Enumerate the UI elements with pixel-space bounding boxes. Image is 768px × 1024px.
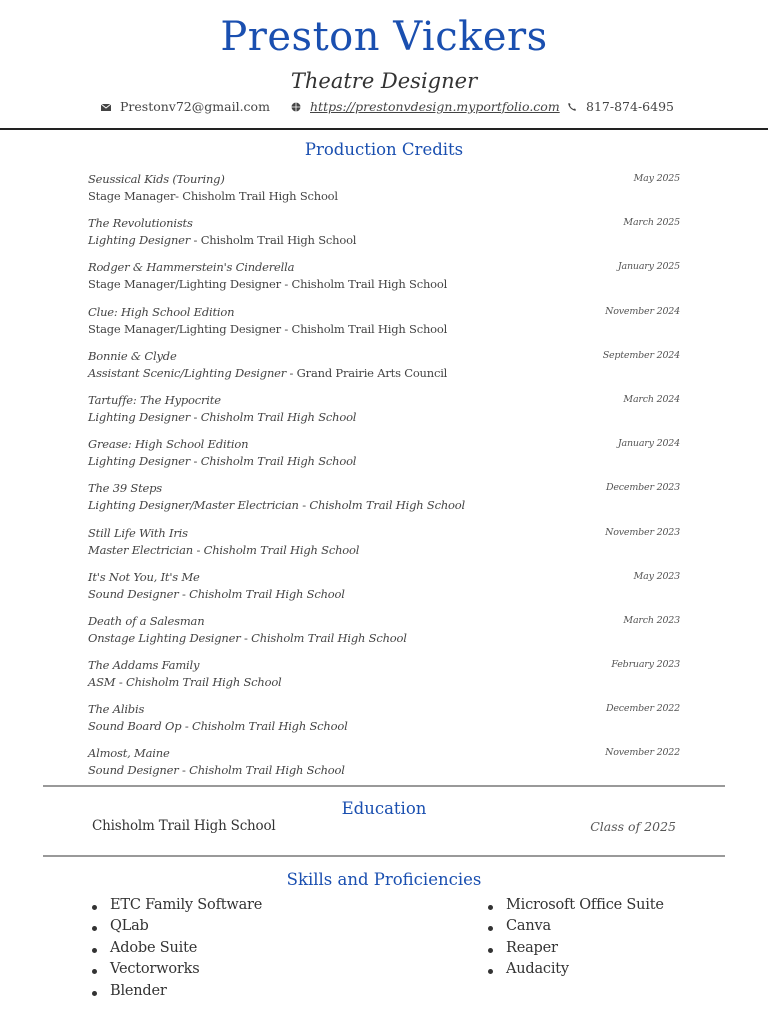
credit-venue: Chisholm Trail High School — [182, 189, 338, 203]
credit-venue: Chisholm Trail High School — [200, 409, 357, 424]
credit-separator: - — [298, 498, 310, 513]
email-text: Prestonv72@gmail.com — [120, 99, 270, 114]
credit-role: Assistant Scenic/Lighting Designer — [88, 365, 287, 380]
credit-date: March 2023 — [623, 614, 680, 626]
contact-bar — [0, 99, 768, 117]
globe-icon — [290, 101, 302, 113]
envelope-icon — [100, 101, 112, 113]
credit-role: Lighting Designer — [88, 409, 191, 424]
skill-item: Adobe Suite — [88, 940, 262, 961]
credit-role-line — [88, 675, 282, 689]
credit-date: May 2023 — [633, 570, 680, 582]
credit-venue: Chisholm Trail High School — [200, 454, 357, 469]
credit-show: Death of a Salesman — [88, 613, 205, 628]
education-school: Chisholm Trail High School — [92, 818, 276, 834]
credit-date: December 2023 — [605, 482, 680, 494]
credit-separator: - — [181, 719, 192, 734]
credit-separator: - — [280, 321, 292, 336]
credit-entry — [88, 349, 680, 393]
credit-date: November 2023 — [605, 526, 680, 538]
credit-show: It's Not You, It's Me — [88, 569, 200, 584]
credit-role: Sound Designer — [88, 586, 179, 601]
credit-date: September 2024 — [602, 349, 680, 361]
section-divider — [43, 855, 725, 857]
credit-role-line — [88, 543, 359, 557]
credit-role-line — [88, 322, 447, 336]
credit-role-line — [88, 498, 465, 512]
credit-venue: Chisholm Trail High School — [291, 277, 448, 292]
skills-list-right — [484, 897, 664, 983]
skill-item: Blender — [88, 983, 262, 1004]
credit-role-line — [88, 277, 447, 291]
credit-venue: Grand Prairie Arts Council — [296, 365, 448, 380]
credit-show: The 39 Steps — [88, 481, 162, 496]
credit-entry — [88, 526, 680, 570]
skill-item: Audacity — [484, 961, 664, 982]
credit-venue: Chisholm Trail High School — [203, 542, 360, 557]
credit-entry — [88, 746, 680, 790]
credits-list — [88, 172, 680, 791]
credit-separator: - — [286, 365, 297, 380]
credit-separator: - — [280, 277, 292, 292]
credit-role: Master Electrician — [88, 542, 194, 557]
credit-date: November 2022 — [605, 747, 680, 759]
phone-icon — [566, 101, 578, 113]
credit-role: Lighting Designer/Master Electrician — [88, 498, 299, 513]
credit-entry — [88, 172, 680, 216]
credit-date: March 2024 — [623, 393, 680, 405]
credit-role: Stage Manager — [88, 189, 176, 203]
credit-role: Sound Board Op — [88, 719, 182, 734]
skill-item: ETC Family Software — [88, 897, 262, 918]
resume-title: Theatre Designer — [290, 69, 478, 93]
credit-show: Clue: High School Edition — [88, 304, 235, 319]
credits-heading: Production Credits — [304, 140, 464, 159]
credit-venue: Chisholm Trail High School — [125, 675, 282, 690]
credit-show: The Alibis — [88, 702, 145, 717]
credit-date: December 2022 — [605, 703, 680, 715]
credit-role: Stage Manager/Lighting Designer — [88, 321, 281, 336]
credit-role-line — [88, 410, 356, 424]
credit-entry — [88, 481, 680, 525]
credit-role-line — [88, 454, 356, 468]
credit-venue: Chisholm Trail High School — [251, 630, 407, 645]
credit-separator: - — [190, 233, 201, 248]
skills-heading: Skills and Proficiencies — [286, 870, 482, 889]
credit-separator: - — [240, 630, 252, 645]
section-divider — [43, 785, 725, 787]
credit-entry — [88, 216, 680, 260]
credit-entry — [88, 570, 680, 614]
credit-venue: Chisholm Trail High School — [189, 586, 345, 601]
website-link[interactable]: https://prestonvdesign.myportfolio.com — [310, 99, 560, 114]
credit-venue: Chisholm Trail High School — [200, 233, 357, 248]
skill-item: QLab — [88, 918, 262, 939]
phone-text: 817-874-6495 — [586, 99, 674, 114]
education-year: Class of 2025 — [590, 819, 676, 834]
credit-separator: - — [178, 763, 190, 778]
credit-role-line — [88, 366, 447, 380]
credit-date: January 2025 — [617, 261, 680, 273]
credit-entry — [88, 702, 680, 746]
credit-separator: - — [115, 675, 126, 690]
credit-show: Grease: High School Edition — [88, 437, 249, 452]
credit-entry — [88, 658, 680, 702]
contact-email[interactable] — [100, 99, 270, 114]
skill-item: Vectorworks — [88, 961, 262, 982]
skills-list-left — [88, 897, 262, 1004]
credit-role-line — [88, 233, 356, 247]
credit-role-line — [88, 719, 348, 733]
credit-venue: Chisholm Trail High School — [309, 498, 465, 513]
header-divider — [0, 128, 768, 130]
credit-separator: - — [175, 189, 183, 203]
credit-show: Bonnie & Clyde — [88, 348, 177, 363]
credit-entry — [88, 614, 680, 658]
education-heading: Education — [341, 799, 427, 818]
credit-show: Almost, Maine — [88, 746, 170, 761]
credit-role-line — [88, 763, 345, 777]
credit-show: Tartuffe: The Hypocrite — [88, 392, 221, 407]
credit-venue: Chisholm Trail High School — [291, 321, 448, 336]
skill-item: Canva — [484, 918, 664, 939]
skill-item: Microsoft Office Suite — [484, 897, 664, 918]
credit-separator: - — [190, 409, 201, 424]
credit-role: Lighting Designer — [88, 454, 191, 469]
credit-show: Still Life With Iris — [88, 525, 188, 540]
credit-separator: - — [178, 586, 190, 601]
credit-date: February 2023 — [611, 659, 680, 671]
resume-name: Preston Vickers — [220, 14, 548, 60]
contact-phone[interactable] — [566, 99, 674, 114]
credit-role: ASM — [88, 675, 116, 690]
credit-venue: Chisholm Trail High School — [189, 763, 345, 778]
credit-date: March 2025 — [623, 217, 680, 229]
skill-item: Reaper — [484, 940, 664, 961]
credit-separator: - — [190, 454, 201, 469]
credit-role: Lighting Designer — [88, 233, 191, 248]
credit-show: Seussical Kids (Touring) — [88, 172, 225, 186]
credit-show: The Revolutionists — [88, 216, 193, 231]
credit-role-line — [88, 189, 338, 203]
credit-role: Sound Designer — [88, 763, 179, 778]
credit-venue: Chisholm Trail High School — [191, 719, 348, 734]
credit-role: Onstage Lighting Designer — [88, 630, 241, 645]
credit-role-line — [88, 631, 407, 645]
credit-role: Stage Manager/Lighting Designer — [88, 277, 281, 292]
credit-role-line — [88, 587, 345, 601]
credit-entry — [88, 393, 680, 437]
contact-website[interactable] — [290, 99, 560, 114]
credit-date: November 2024 — [605, 305, 680, 317]
credit-entry — [88, 437, 680, 481]
credit-show: Rodger & Hammerstein's Cinderella — [88, 260, 295, 275]
credit-show: The Addams Family — [88, 658, 200, 673]
credit-separator: - — [193, 542, 204, 557]
credit-entry — [88, 260, 680, 304]
credit-date: May 2025 — [633, 173, 680, 184]
credit-entry — [88, 305, 680, 349]
credit-date: January 2024 — [617, 438, 680, 450]
